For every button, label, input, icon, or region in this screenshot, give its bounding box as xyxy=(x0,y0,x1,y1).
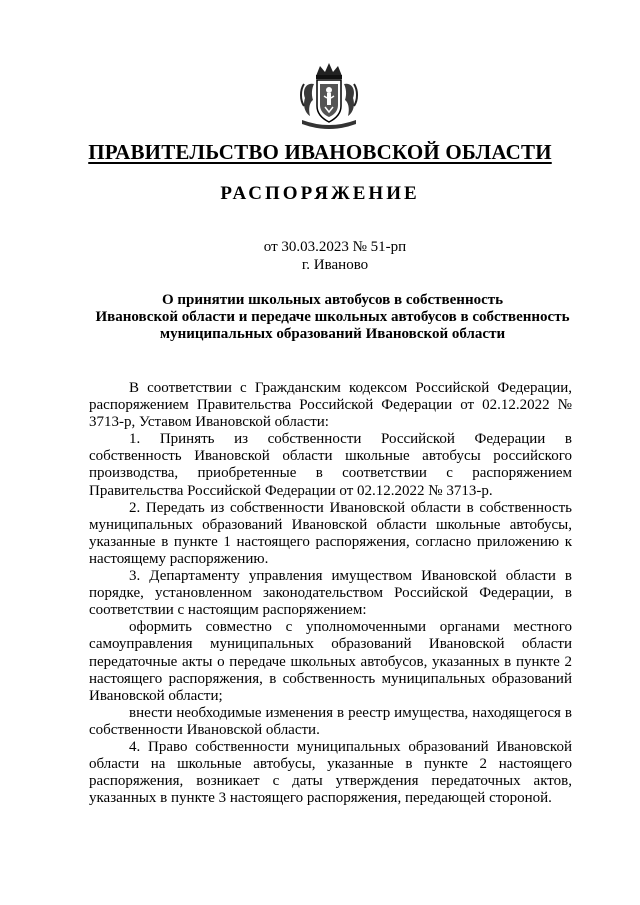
body-paragraph-4: 4. Право собственности муниципальных образований Ивановской области на школьные автобусы, указанные в пункте 2 настоящего распоряжения, возникает с даты утверждения передаточных актов, указанных в пункте 3 настоящего распоряжения, передающей стороной. xyxy=(89,738,572,807)
body-paragraph-3: 3. Департаменту управления имуществом Ивановской области в порядке, установленном законодательством Российской Федерации, в соответствии с настоящим распоряжением: xyxy=(89,568,572,619)
body-paragraph-3-item-1: оформить совместно с уполномоченными органами местного самоуправления муниципальных образований Ивановской области передаточные акты о передаче школьных автобусов, указанных в пункте 2 настоящего распоряжения, в собственность муниципальных образований Ивановской области; xyxy=(89,619,572,704)
body-paragraph-preamble: В соответствии с Гражданским кодексом Российской Федерации, распоряжением Правительства Российской Федерации от 02.12.2022 № 3713-р, Уставом Ивановской области: xyxy=(89,380,572,431)
document-type: РАСПОРЯЖЕНИЕ xyxy=(220,183,420,204)
body-paragraph-1: 1. Принять из собственности Российской Федерации в собственность Ивановской области школьные автобусы российского производства, приобретенные в соответствии с распоряжением Правительства Российской Федерации от 02.12.2022 № 3713-р. xyxy=(89,431,572,499)
subject-line: муниципальных образований Ивановской области xyxy=(159,326,506,342)
document-city: г. Иваново xyxy=(301,257,369,273)
ivanovo-coat-of-arms-icon xyxy=(294,60,364,130)
body-paragraph-2: 2. Передать из собственности Ивановской области в собственность муниципальных образований Ивановской области школьные автобусы, указанные в пункте 1 настоящего распоряжения, согласно приложению к настоящему распоряжению. xyxy=(89,499,572,567)
subject-line: Ивановской области и передаче школьных автобусов в собственность xyxy=(95,309,570,325)
document-body xyxy=(89,380,572,807)
government-title: ПРАВИТЕЛЬСТВО ИВАНОВСКОЙ ОБЛАСТИ xyxy=(88,140,552,164)
document-date-number: от 30.03.2023 № 51-рп xyxy=(263,239,407,255)
body-paragraph-3-item-2: внести необходимые изменения в реестр имущества, находящегося в собственности Ивановской области. xyxy=(89,704,572,738)
subject-line: О принятии школьных автобусов в собственность xyxy=(161,292,504,308)
document-subject xyxy=(60,292,605,343)
